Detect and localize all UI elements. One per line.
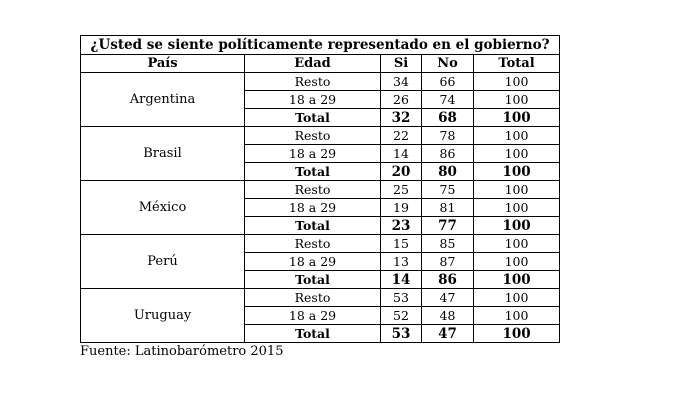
cell-total: 100 xyxy=(474,289,560,307)
cell-si: 23 xyxy=(381,217,422,235)
cell-edad: 18 a 29 xyxy=(245,145,381,163)
survey-table xyxy=(80,35,560,343)
cell-total: 100 xyxy=(474,325,560,343)
cell-edad: Resto xyxy=(245,127,381,145)
cell-no: 81 xyxy=(422,199,474,217)
cell-no: 74 xyxy=(422,91,474,109)
cell-no: 47 xyxy=(422,325,474,343)
cell-no: 86 xyxy=(422,271,474,289)
cell-total: 100 xyxy=(474,199,560,217)
table-row xyxy=(81,127,560,145)
country-cell: Uruguay xyxy=(81,289,245,343)
cell-si: 14 xyxy=(381,271,422,289)
cell-si: 52 xyxy=(381,307,422,325)
cell-si: 14 xyxy=(381,145,422,163)
cell-edad: Total xyxy=(245,325,381,343)
header-no: No xyxy=(422,55,474,73)
table-title: ¿Usted se siente políticamente representado en el gobierno? xyxy=(81,36,560,55)
country-cell: Argentina xyxy=(81,73,245,127)
cell-edad: 18 a 29 xyxy=(245,307,381,325)
cell-si: 25 xyxy=(381,181,422,199)
cell-no: 78 xyxy=(422,127,474,145)
cell-si: 13 xyxy=(381,253,422,271)
cell-no: 87 xyxy=(422,253,474,271)
title-row xyxy=(81,36,560,55)
cell-no: 48 xyxy=(422,307,474,325)
cell-total: 100 xyxy=(474,271,560,289)
cell-si: 26 xyxy=(381,91,422,109)
cell-edad: Total xyxy=(245,217,381,235)
header-total: Total xyxy=(474,55,560,73)
header-pais: País xyxy=(81,55,245,73)
country-cell: Perú xyxy=(81,235,245,289)
cell-si: 32 xyxy=(381,109,422,127)
cell-si: 22 xyxy=(381,127,422,145)
cell-total: 100 xyxy=(474,181,560,199)
cell-total: 100 xyxy=(474,235,560,253)
cell-no: 85 xyxy=(422,235,474,253)
table-row xyxy=(81,289,560,307)
cell-total: 100 xyxy=(474,253,560,271)
source-note: Fuente: Latinobarómetro 2015 xyxy=(80,344,284,359)
cell-si: 19 xyxy=(381,199,422,217)
cell-total: 100 xyxy=(474,73,560,91)
cell-no: 80 xyxy=(422,163,474,181)
cell-no: 77 xyxy=(422,217,474,235)
cell-si: 20 xyxy=(381,163,422,181)
cell-edad: Total xyxy=(245,109,381,127)
header-si: Si xyxy=(381,55,422,73)
cell-edad: Resto xyxy=(245,181,381,199)
cell-no: 68 xyxy=(422,109,474,127)
cell-edad: Resto xyxy=(245,235,381,253)
cell-total: 100 xyxy=(474,145,560,163)
cell-total: 100 xyxy=(474,91,560,109)
cell-no: 75 xyxy=(422,181,474,199)
cell-edad: Resto xyxy=(245,289,381,307)
cell-si: 53 xyxy=(381,325,422,343)
cell-edad: Total xyxy=(245,163,381,181)
table-row xyxy=(81,181,560,199)
table-row xyxy=(81,73,560,91)
country-cell: México xyxy=(81,181,245,235)
cell-edad: Resto xyxy=(245,73,381,91)
table-row xyxy=(81,235,560,253)
cell-edad: 18 a 29 xyxy=(245,253,381,271)
cell-edad: Total xyxy=(245,271,381,289)
cell-no: 86 xyxy=(422,145,474,163)
header-row xyxy=(81,55,560,73)
cell-no: 47 xyxy=(422,289,474,307)
cell-total: 100 xyxy=(474,109,560,127)
cell-si: 15 xyxy=(381,235,422,253)
cell-no: 66 xyxy=(422,73,474,91)
country-cell: Brasil xyxy=(81,127,245,181)
cell-total: 100 xyxy=(474,127,560,145)
cell-total: 100 xyxy=(474,307,560,325)
cell-edad: 18 a 29 xyxy=(245,91,381,109)
cell-total: 100 xyxy=(474,217,560,235)
cell-total: 100 xyxy=(474,163,560,181)
cell-si: 34 xyxy=(381,73,422,91)
cell-edad: 18 a 29 xyxy=(245,199,381,217)
cell-si: 53 xyxy=(381,289,422,307)
header-edad: Edad xyxy=(245,55,381,73)
